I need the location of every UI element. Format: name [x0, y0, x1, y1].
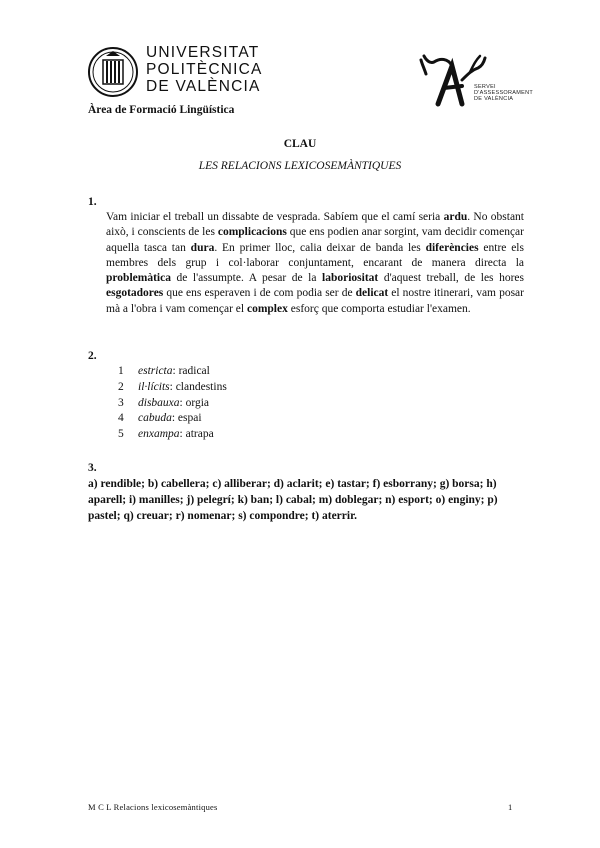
item-term: cabuda: [138, 412, 172, 425]
text-run: que ens podien anar sorgint, vam decidir començar aquella tasca tan: [106, 226, 524, 254]
item-term: enxampa: [138, 428, 180, 441]
footer-text: M C L Relacions lexicosemàntiques: [88, 802, 218, 812]
text-run: . En primer lloc, calia deixar de banda les: [214, 241, 426, 254]
item-term: estricta: [138, 365, 173, 377]
service-logo-line: DE VALÈNCIA: [474, 96, 514, 102]
list-item: [118, 411, 227, 427]
item-number: 5: [118, 428, 124, 441]
text-run: el nostre itinerari, vam posar mà a l'obra i vam començar el: [106, 287, 524, 315]
text-run: que ens esperaven i de com podia ser de: [163, 287, 356, 300]
keyword: diferències: [425, 241, 479, 254]
keyword: complicacions: [217, 226, 287, 239]
list-item: [118, 396, 227, 412]
item-number: 2: [118, 380, 124, 393]
document-title: CLAU: [283, 138, 317, 150]
item-answer: : espai: [171, 412, 202, 425]
list-item: [118, 380, 227, 396]
section-2-list: [118, 364, 227, 443]
keyword: delicat: [355, 287, 389, 300]
item-term: il·lícits: [138, 380, 170, 393]
item-answer: : radical: [172, 365, 210, 377]
service-logo-line: D'ASSESSORAMENT: [474, 90, 534, 96]
service-logo-text: [474, 84, 533, 102]
text-run: . No obstant això, i conscients de les: [106, 211, 524, 239]
document-subtitle: LES RELACIONS LEXICOSEMÀNTIQUES: [198, 160, 402, 172]
list-item: [118, 364, 227, 380]
text-run: d'aquest treball, de les hores: [378, 272, 524, 285]
area-title: Àrea de Formació Lingüística: [88, 104, 235, 116]
text-run: esforç que comporta estudiar l'examen.: [287, 302, 471, 315]
list-item: [118, 427, 227, 443]
university-name: [146, 44, 263, 95]
item-answer: : orgia: [179, 396, 210, 409]
item-number: 3: [118, 396, 124, 409]
university-name-line: UNIVERSITAT: [146, 44, 260, 61]
item-answer: : atrapa: [179, 428, 214, 441]
text-run: entre els membres dels grup i col·laborar conjuntament, encarant de manera directa la: [106, 241, 524, 269]
keyword: ardu: [443, 211, 468, 223]
section-1-paragraph: [106, 210, 524, 317]
section-2-number: 2.: [88, 350, 97, 362]
university-logo: [88, 44, 268, 100]
keyword: complex: [246, 302, 288, 315]
section-1-number: 1.: [88, 196, 97, 208]
university-name-line: DE VALÈNCIA: [146, 78, 261, 95]
section-3-number: 3.: [88, 462, 97, 474]
text-run: de l'assumpte. A pesar de la: [170, 272, 323, 285]
keyword: dura: [190, 241, 215, 254]
item-number: 4: [118, 412, 124, 425]
item-term: disbauxa: [138, 396, 180, 409]
keyword: laboriositat: [322, 272, 379, 285]
university-crest-icon: [88, 44, 138, 100]
page-number: 1: [508, 802, 513, 812]
keyword: problemàtica: [106, 272, 171, 285]
service-logo: [418, 52, 538, 114]
item-number: 1: [118, 365, 124, 377]
service-logo-line: SERVEI: [474, 84, 496, 90]
section-3-answers: a) rendible; b) cabellera; c) alliberar; d) aclarit; e) tastar; f) esborrany; g) borsa; h) aparell; i) manilles; j) pelegrí; k) ban; l) cabal; m) doblegar; n) esport; o) enginy; p) pastel; q) creuar; r) nomenar; s) compondre; t) aterrir.: [88, 478, 498, 522]
keyword: esgotadores: [106, 287, 164, 300]
text-run: Vam iniciar el treball un dissabte de vesprada. Sabíem que el camí seria: [106, 211, 444, 223]
service-logo-icon: [418, 52, 488, 114]
item-answer: : clandestins: [169, 380, 227, 393]
university-name-line: POLITÈCNICA: [146, 61, 263, 78]
